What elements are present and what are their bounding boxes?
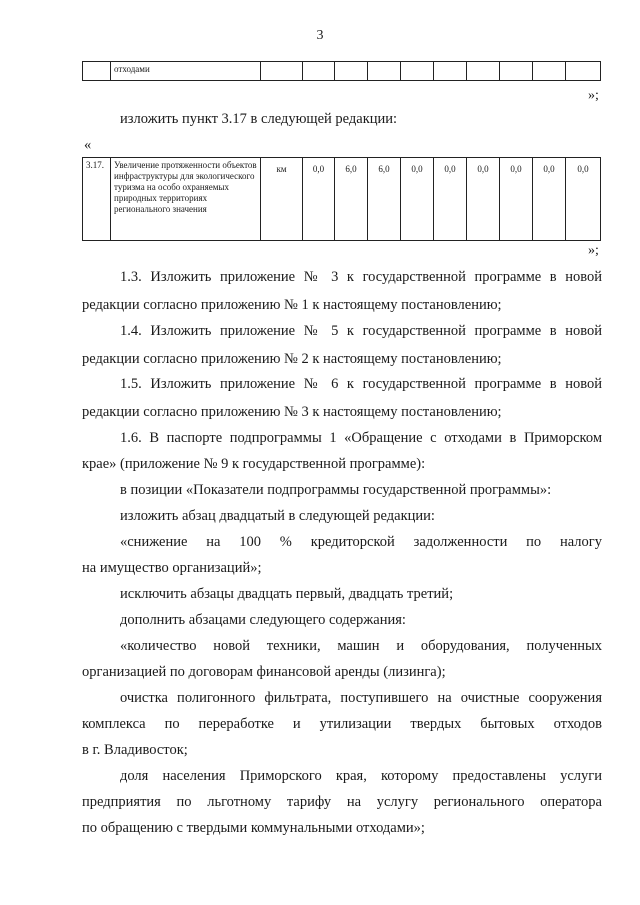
table-cell [368, 62, 401, 81]
new-3-line-3: по обращению с твердыми коммунальными отходами»; [82, 820, 425, 836]
item-value: 0,0 [510, 164, 522, 174]
close-quote: »; [588, 88, 599, 103]
table-row [83, 62, 601, 81]
quote-1-line-1: «снижение на 100 % кредиторской задолженности по налогу [120, 534, 602, 550]
table-cell [303, 158, 335, 241]
table-cell [401, 158, 434, 241]
new-1-line-2: организацией по договорам финансовой аренды (лизинга); [82, 664, 446, 680]
open-quote: « [84, 137, 92, 153]
quote-1-line-2: на имущество организаций»; [82, 560, 262, 576]
item-unit: км [276, 164, 287, 174]
item-value: 0,0 [577, 164, 589, 174]
table-cell [467, 158, 500, 241]
table-cell [467, 62, 500, 81]
table-item-3-17 [82, 157, 601, 241]
new-2-line-2: комплекса по переработке и утилизации твердых бытовых отходов [82, 716, 602, 732]
table-cell [335, 158, 368, 241]
paragraph-1-5-line-1: 1.5. Изложить приложение № 6 к государственной программе в новой [120, 376, 602, 392]
paragraph-1-3-line-2: редакции согласно приложению № 1 к настоящему постановлению; [82, 297, 502, 313]
item-description: Увеличение протяженности объектов инфраструктуры для экологического туризма на особо охраняемых природных территориях регионального значения [114, 160, 257, 214]
instruction-text: изложить пункт 3.17 в следующей редакции: [120, 111, 398, 127]
paragraph-1-6-line-1: 1.6. В паспорте подпрограммы 1 «Обращение с отходами в Приморском [120, 430, 602, 446]
table-top-fragment [82, 61, 601, 81]
table-cell [261, 158, 303, 241]
table-cell [303, 62, 335, 81]
new-3-line-2: предприятия по льготному тарифу на услугу регионального оператора [82, 794, 602, 810]
item-value: 6,0 [345, 164, 357, 174]
table-cell [533, 62, 566, 81]
table-cell [83, 158, 111, 241]
table-cell [500, 158, 533, 241]
table-cell [83, 62, 111, 81]
table-cell [111, 158, 261, 241]
table-cell [261, 62, 303, 81]
table-cell [335, 62, 368, 81]
item-value: 6,0 [378, 164, 390, 174]
table-cell [111, 62, 261, 81]
table-cell [533, 158, 566, 241]
table-cell [566, 158, 601, 241]
item-value: 0,0 [444, 164, 456, 174]
table-cell [368, 158, 401, 241]
add-line: дополнить абзацами следующего содержания: [120, 612, 406, 628]
table-cell [434, 158, 467, 241]
item-value: 0,0 [477, 164, 489, 174]
item-value: 0,0 [411, 164, 423, 174]
close-quote: »; [588, 243, 599, 258]
paragraph-1-3-line-1: 1.3. Изложить приложение № 3 к государственной программе в новой [120, 269, 602, 285]
table-cell [401, 62, 434, 81]
table-cell [500, 62, 533, 81]
table-row [83, 158, 601, 241]
new-3-line-1: доля населения Приморского края, которому предоставлены услуги [120, 768, 602, 784]
table-cell [434, 62, 467, 81]
row-label: отходами [114, 64, 150, 74]
item-value: 0,0 [543, 164, 555, 174]
paragraph-1-5-line-2: редакции согласно приложению № 3 к настоящему постановлению; [82, 404, 502, 420]
item-value: 0,0 [312, 164, 325, 174]
paragraph-1-6-line-3: в позиции «Показатели подпрограммы государственной программы»: [120, 482, 552, 498]
exclude-line: исключить абзацы двадцать первый, двадцать третий; [120, 586, 454, 602]
new-2-line-3: в г. Владивосток; [82, 742, 188, 758]
paragraph-1-6-line-2: крае» (приложение № 9 к государственной программе): [82, 456, 426, 472]
paragraph-1-6-line-4: изложить абзац двадцатый в следующей редакции: [120, 508, 435, 524]
page-number: 3 [316, 28, 324, 43]
item-number: 3.17. [86, 160, 104, 170]
new-1-line-1: «количество новой техники, машин и оборудования, полученных [120, 638, 602, 654]
paragraph-1-4-line-1: 1.4. Изложить приложение № 5 к государственной программе в новой [120, 323, 602, 339]
new-2-line-1: очистка полигонного фильтрата, поступившего на очистные сооружения [120, 690, 602, 706]
paragraph-1-4-line-2: редакции согласно приложению № 2 к настоящему постановлению; [82, 351, 502, 367]
table-cell [566, 62, 601, 81]
